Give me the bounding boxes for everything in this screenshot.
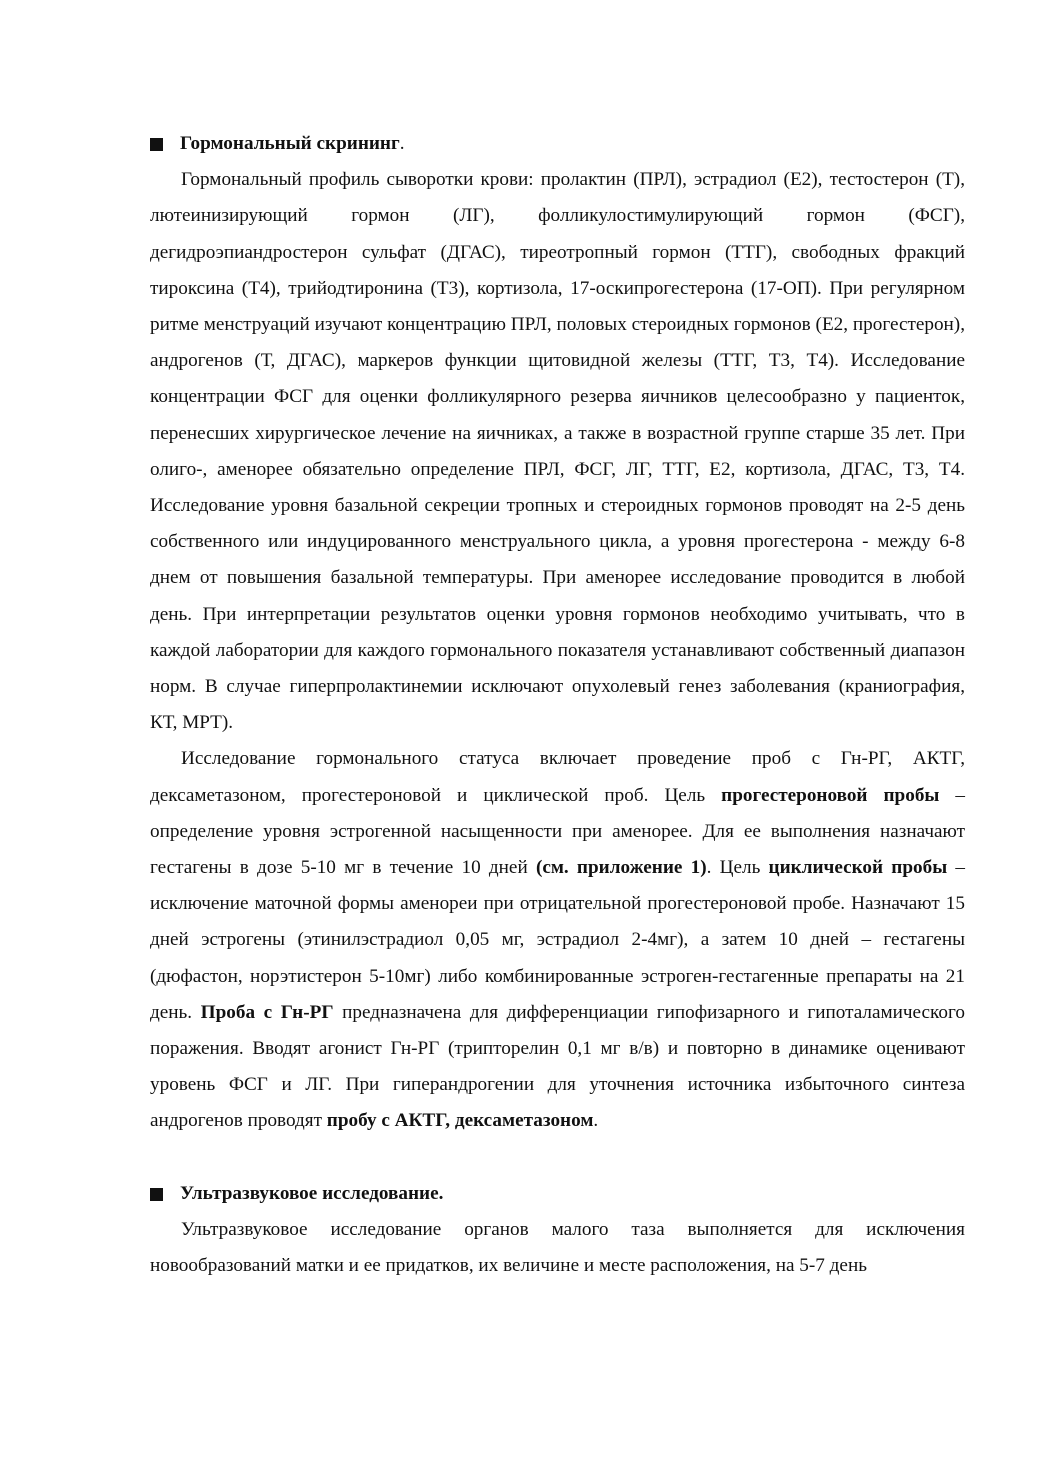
square-bullet-icon: [150, 138, 163, 151]
section-title-suffix: .: [399, 133, 405, 154]
text-run: – исключение маточной формы аменореи при отрицательной прогестероновой пробе. Назначают 15 дней эстрогены (этинилэстрадиол 0,05 мг, эстрадиол 2-4мг), а затем 10 дней – гестагены (дюфастон, норэтистерон 5-10мг) либо комбинированные эстроген-гестагенные препараты на 21 день.: [150, 857, 965, 1023]
section-title: Ультразвуковое исследование.: [180, 1182, 444, 1204]
text-run: Исследование гормонального статуса включает проведение проб с Гн-РГ, АКТГ, дексаметазоном, прогестероновой и циклической проб. Цель: [150, 748, 965, 806]
section-heading-hormonal-screening: [150, 126, 965, 162]
bold-term-gnrh-test: Проба с Гн-РГ: [200, 1001, 334, 1023]
section-spacer: [150, 1140, 965, 1176]
text-run: предназначена для дифференциации гипофизарного и гипоталамического поражения. Вводят агонист Гн-РГ (трипторелин 0,1 мг в/в) и повторно в динамике оценивают уровень ФСГ и ЛГ. При гиперандрогении для уточнения источника избыточного синтеза андрогенов проводят: [150, 1001, 965, 1132]
square-bullet-icon: [150, 1188, 163, 1201]
hormonal-profile-paragraph: Гормональный профиль сыворотки крови: пролактин (ПРЛ), эстрадиол (Е2), тестостерон (Т), лютеинизирующий гормон (ЛГ), фолликулостимулирующий гормон (ФСГ), дегидроэпиандростерон сульфат (ДГАС), тиреотропный гормон (ТТГ), свободных фракций тироксина (Т4), трийодтиронина (Т3), кортизола, 17-оскипрогестерона (17-ОП). При регулярном ритме менструаций изучают концентрацию ПРЛ, половых стероидных гормонов (Е2, прогестерон), андрогенов (Т, ДГАС), маркеров функции щитовидной железы (ТТГ, Т3, Т4). Исследование концентрации ФСГ для оценки фолликулярного резерва яичников целесообразно у пациенток, перенесших хирургическое лечение на яичниках, а также в возрастной группе старше 35 лет. При олиго-, аменорее обязательно определение ПРЛ, ФСГ, ЛГ, ТТГ, Е2, кортизола, ДГАС, Т3, Т4. Исследование уровня базальной секреции тропных и стероидных гормонов проводят на 2-5 день собственного или индуцированного менструального цикла, а уровня прогестерона - между 6-8 днем от повышения базальной температуры. При аменорее исследование проводится в любой день. При интерпретации результатов оценки уровня гормонов необходимо учитывать, что в каждой лаборатории для каждого гормонального показателя устанавливают собственный диапазон норм. В случае гиперпролактинемии исключают опухолевый генез заболевания (краниография, КТ, МРТ).: [150, 169, 965, 734]
section-heading-ultrasound: [150, 1176, 965, 1212]
bold-appendix-reference: (см. приложение 1): [535, 857, 707, 879]
hormonal-tests-paragraph: [150, 741, 965, 1139]
text-run: .: [593, 1110, 599, 1132]
bold-term-cyclic-test: циклической пробы: [768, 857, 948, 879]
section-title: Гормональный скрининг: [180, 133, 400, 154]
text-run: – определение уровня эстрогенной насыщенности при аменорее. Для ее выполнения назначают гестагены в дозе 5-10 мг в течение 10 дней: [150, 784, 966, 879]
bold-term-acth-dexamethasone-test: пробу с АКТГ, дексаметазоном: [326, 1110, 594, 1132]
ultrasound-paragraph: Ультразвуковое исследование органов малого таза выполняется для исключения новообразований матки и ее придатков, их величине и месте расположения, на 5-7 день: [150, 1218, 965, 1277]
bold-term-progesterone-test: прогестероновой пробы: [721, 784, 940, 806]
document-page: [150, 126, 965, 1284]
text-run: . Цель: [706, 857, 769, 879]
